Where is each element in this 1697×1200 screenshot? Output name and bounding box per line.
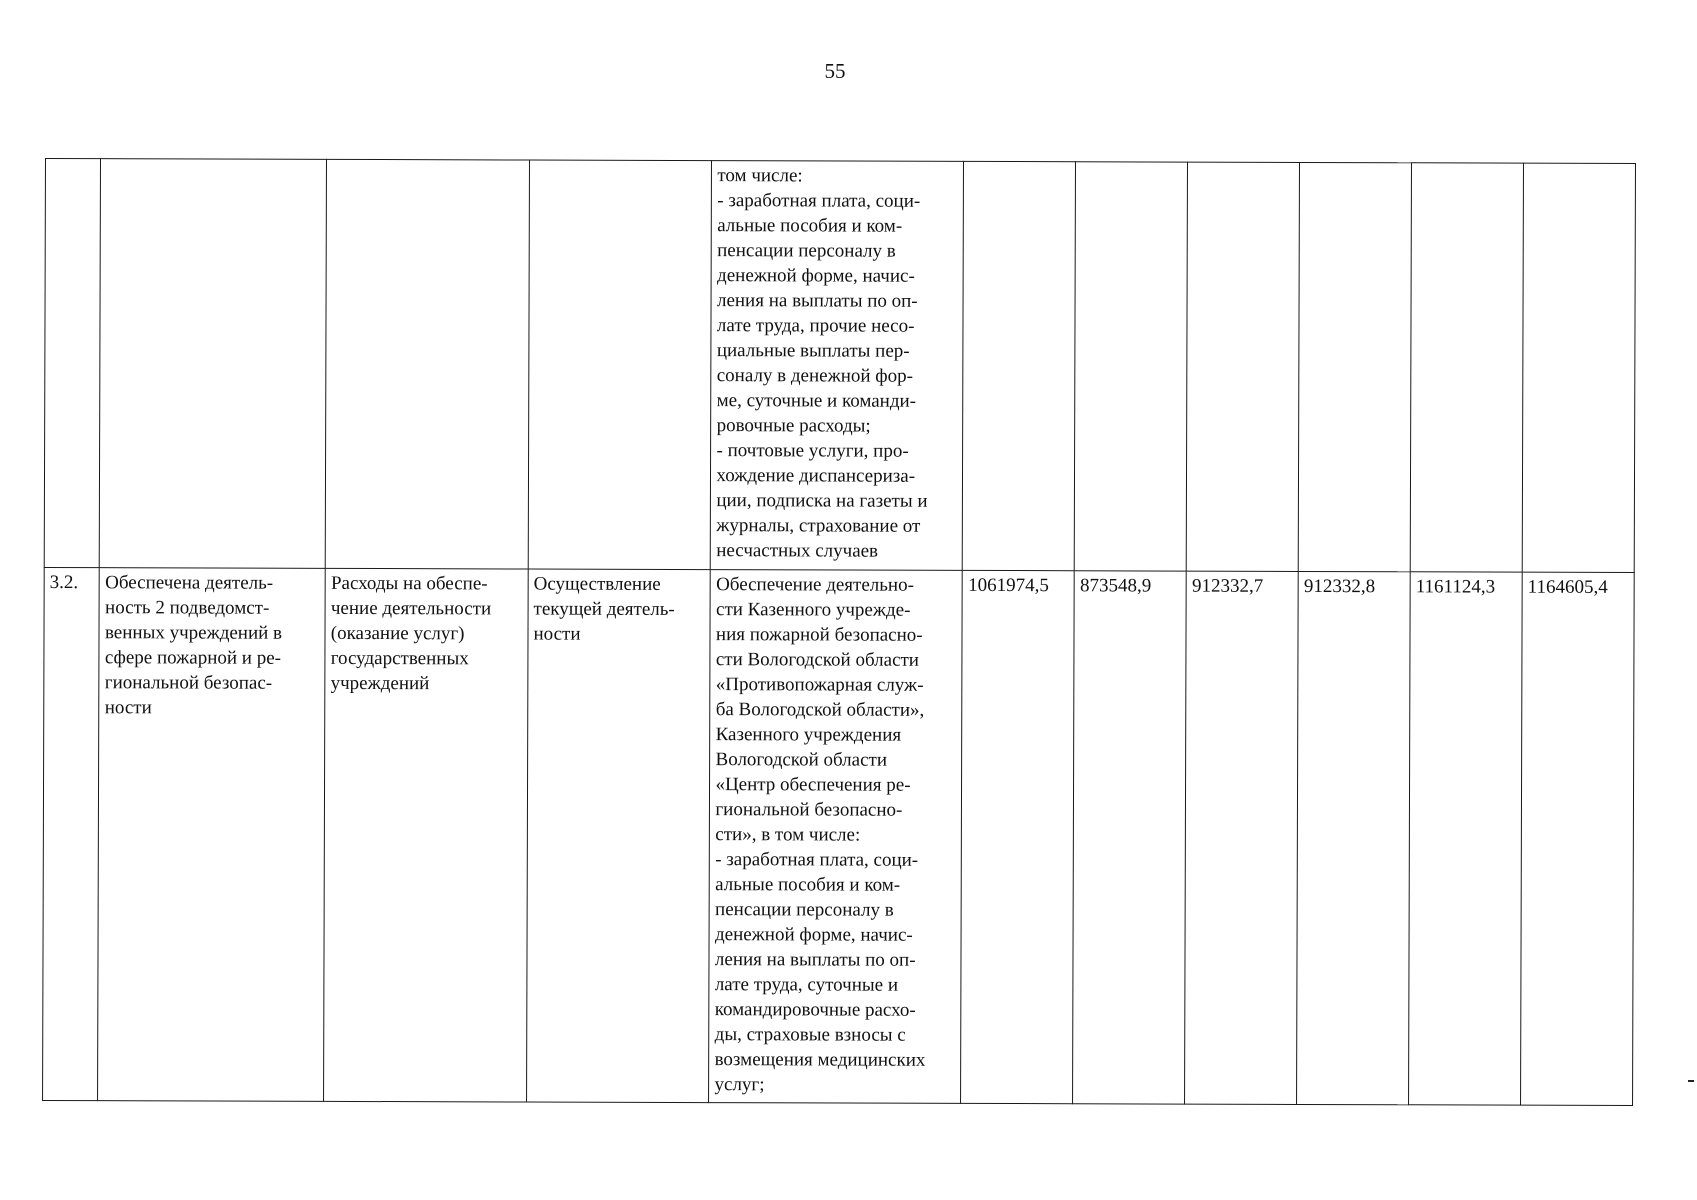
value-cell — [1409, 572, 1523, 1105]
result-cell — [100, 159, 327, 569]
description-text: Обеспечение деятельно- сти Казенного учрежде- ния пожарной безопасно- сти Вологодской области «Противопожарная служ- ба Вологодской области», Казенного учреждения Вологодской области «Центр обеспечения ре- гиональной безопасно- сти», в том числе: - заработная плата, соци- альные пособия и ком- пенсации персоналу в денежной форме, начис- ления на выплаты по оп- лате труда, суточные и командировочные расхо- ды, страховые взносы с возмещения медицинских услуг; — [714, 574, 926, 1096]
value-cell — [963, 161, 1076, 570]
page-number: 55 — [824, 59, 846, 83]
expense-cell — [326, 159, 530, 569]
expense-cell — [324, 568, 528, 1102]
table-row — [44, 159, 1635, 573]
value-cell — [1521, 572, 1635, 1105]
item-number-cell — [44, 159, 101, 568]
value-cell — [1187, 162, 1300, 571]
activity-text: Осуществление текущей деятель- ности — [533, 573, 675, 645]
value-5: 1161124,3 — [1415, 576, 1496, 598]
item-number: 3.2. — [49, 572, 79, 594]
value-2: 873548,9 — [1080, 575, 1152, 597]
expense-text: Расходы на обеспе- чение деятельности (оказание услуг) государственных учреждений — [330, 572, 492, 695]
activity-cell — [528, 160, 712, 570]
value-4: 912332,8 — [1303, 575, 1376, 598]
value-6: 1164605,4 — [1527, 576, 1608, 598]
value-1: 1061974,5 — [968, 574, 1049, 597]
result-cell — [98, 568, 326, 1102]
description-cell — [711, 161, 964, 571]
result-text: Обеспечена деятель- ность 2 подведомст- венных учреждений в сфере пожарной и ре- гиональной безопас- ности — [104, 572, 283, 719]
value-cell — [1297, 571, 1411, 1104]
value-cell — [1522, 163, 1635, 572]
value-3: 912332,7 — [1191, 575, 1264, 597]
value-cell — [961, 570, 1075, 1103]
expenditure-table — [42, 158, 1636, 1106]
item-number-cell — [43, 567, 100, 1100]
value-cell — [1298, 162, 1411, 571]
value-cell — [1410, 163, 1523, 572]
scan-edge-mark — [1688, 1080, 1694, 1082]
description-text: том числе: - заработная плата, соци- альные пособия и ком- пенсации персоналу в денежной форме, начис- ления на выплаты по оп- лате труда, прочие несо- циальные выплаты пер- соналу в денежной фор- ме, суточные и команди- ровочные расходы; - почтовые услуги, про- хождение диспансериза- ции, подписка на газеты и журналы, страхование от несчастных случаев — [716, 165, 928, 562]
value-cell — [1073, 571, 1187, 1104]
value-cell — [1075, 162, 1188, 571]
activity-cell — [526, 569, 710, 1103]
description-cell — [709, 570, 963, 1104]
table-row — [43, 567, 1635, 1105]
value-cell — [1185, 571, 1299, 1104]
